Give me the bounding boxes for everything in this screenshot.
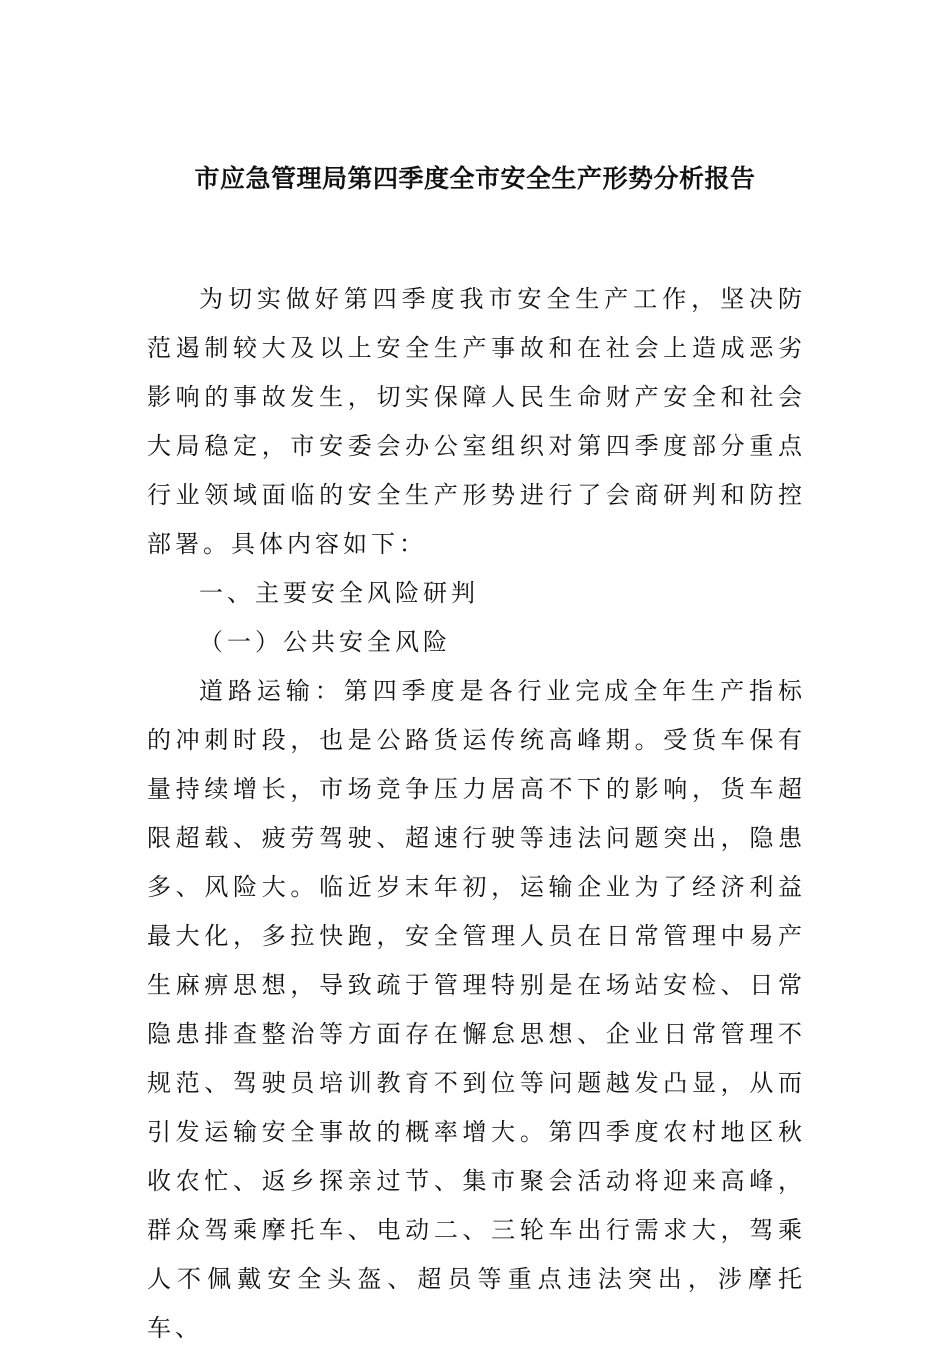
document-body — [147, 275, 806, 1353]
road-transport-paragraph: 道路运输：第四季度是各行业完成全年生产指标的冲刺时段，也是公路货运传统高峰期。受货车保有量持续增长，市场竞争压力居高不下的影响，货车超限超载、疲劳驾驶、超速行驶等违法问题突出，隐患多、风险大。临近岁末年初，运输企业为了经济利益最大化，多拉快跑，安全管理人员在日常管理中易产生麻痹思想，导致疏于管理特别是在场站安检、日常隐患排查整治等方面存在懈怠思想、企业日常管理不规范、驾驶员培训教育不到位等问题越发凸显，从而引发运输安全事故的概率增大。第四季度农村地区秋收农忙、返乡探亲过节、集市聚会活动将迎来高峰，群众驾乘摩托车、电动二、三轮车出行需求大，驾乘人不佩戴安全头盔、超员等重点违法突出，涉摩托车、 — [147, 677, 806, 1342]
section-heading-risk-assessment: 一、主要安全风险研判 — [199, 579, 479, 607]
intro-paragraph: 为切实做好第四季度我市安全生产工作，坚决防范遏制较大及以上安全生产事故和在社会上造成恶劣影响的事故发生，切实保障人民生命财产安全和社会大局稳定，市安委会办公室组织对第四季度部分重点行业领域面临的安全生产形势进行了会商研判和防控部署。具体内容如下： — [147, 285, 806, 558]
subsection-heading-public-safety: （一）公共安全风险 — [199, 628, 451, 656]
document-title: 市应急管理局第四季度全市安全生产形势分析报告 — [194, 164, 756, 193]
